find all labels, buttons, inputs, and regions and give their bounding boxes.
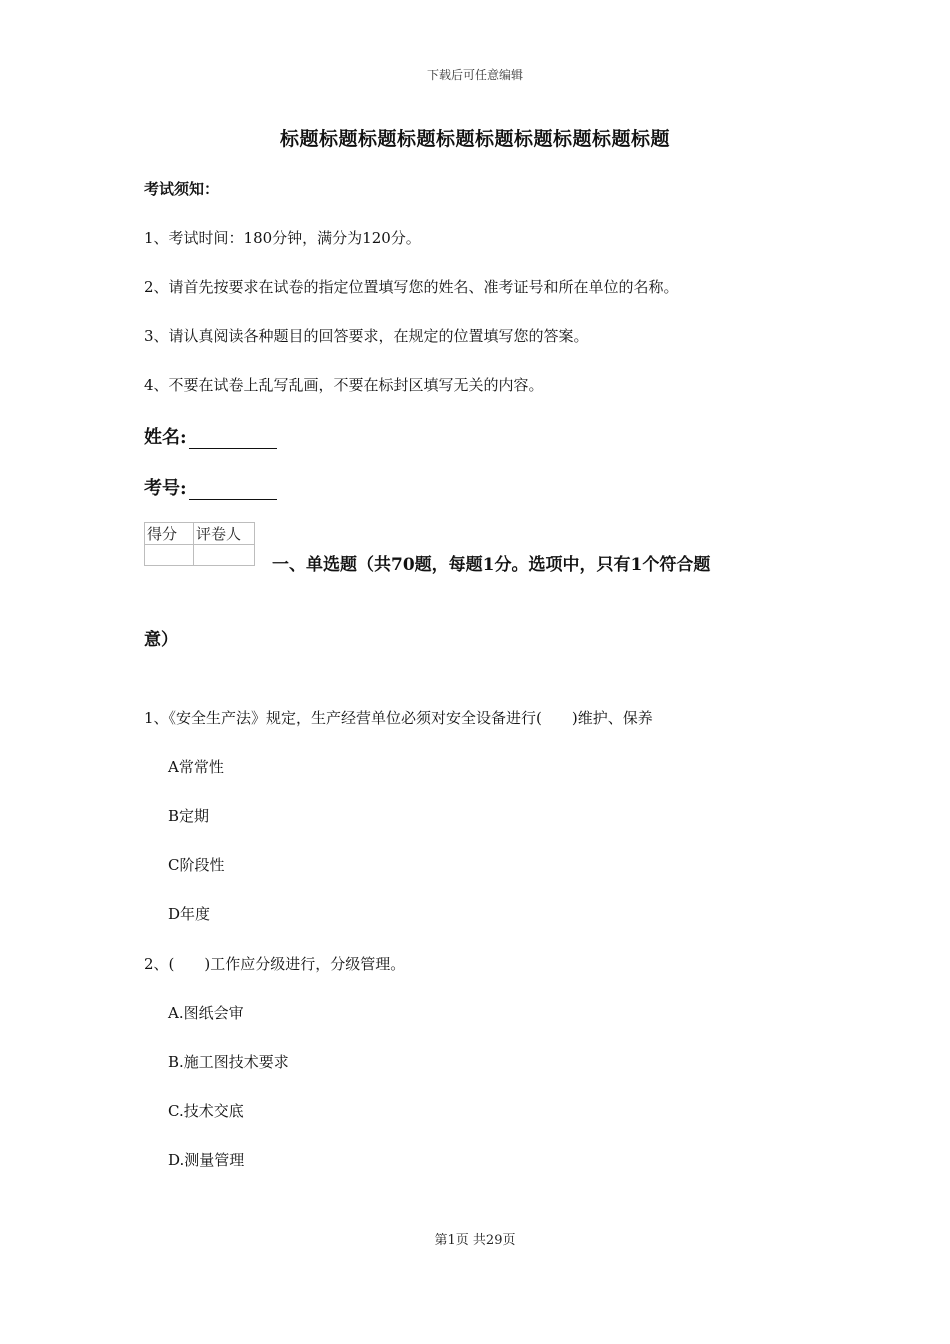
instruction-item: 2、请首先按要求在试卷的指定位置填写您的姓名、准考证号和所在单位的名称。	[144, 278, 679, 296]
instructions-heading: 考试须知：	[144, 180, 220, 198]
document-title: 标题标题标题标题标题标题标题标题标题标题	[279, 128, 670, 150]
option-c[interactable]: C.技术交底	[168, 1102, 244, 1120]
section-title-continued: 意）	[144, 630, 178, 650]
question-2: 2、( )工作应分级进行，分级管理。	[144, 955, 406, 973]
option-a[interactable]: A.图纸会审	[168, 1004, 244, 1022]
option-c[interactable]: C阶段性	[168, 856, 225, 874]
name-label: 姓名:	[144, 427, 187, 448]
name-field[interactable]	[144, 423, 277, 449]
exam-id-label: 考号:	[144, 478, 187, 499]
score-header: 得分	[145, 523, 194, 545]
instruction-item: 3、请认真阅读各种题目的回答要求，在规定的位置填写您的答案。	[144, 327, 589, 345]
instruction-item: 4、不要在试卷上乱写乱画，不要在标封区填写无关的内容。	[144, 376, 544, 394]
option-d[interactable]: D年度	[168, 905, 211, 923]
exam-id-blank[interactable]	[189, 481, 277, 500]
header-note: 下载后可任意编辑	[426, 68, 523, 82]
table-row	[145, 523, 255, 545]
option-b[interactable]: B.施工图技术要求	[168, 1053, 289, 1071]
score-table	[144, 522, 255, 566]
option-b[interactable]: B定期	[168, 807, 210, 825]
table-row	[145, 545, 255, 566]
exam-id-field[interactable]	[144, 474, 277, 500]
score-cell[interactable]	[145, 545, 194, 566]
option-a[interactable]: A常常性	[168, 758, 224, 776]
question-1: 1、《安全生产法》规定，生产经营单位必须对安全设备进行( )维护、保养	[144, 709, 653, 727]
name-blank[interactable]	[189, 430, 277, 449]
grader-cell[interactable]	[194, 545, 255, 566]
page-footer: 第1页 共29页	[434, 1233, 516, 1248]
option-d[interactable]: D.测量管理	[168, 1151, 245, 1169]
grader-header: 评卷人	[194, 523, 255, 545]
section-title: 一、单选题（共70题，每题1分。选项中，只有1个符合题	[272, 555, 711, 575]
instruction-item: 1、考试时间：180分钟，满分为120分。	[144, 229, 421, 247]
